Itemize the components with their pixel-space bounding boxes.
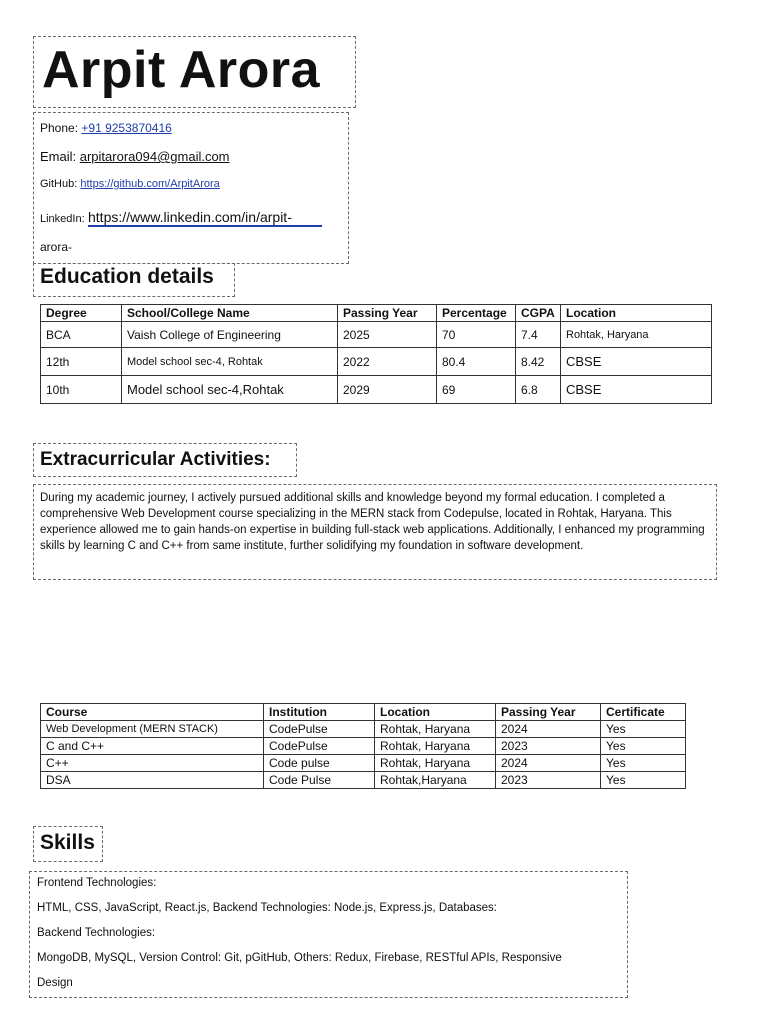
education-cell: Vaish College of Engineering [122, 322, 338, 348]
education-heading: Education details [40, 265, 214, 288]
education-col-school: School/College Name [122, 305, 338, 322]
education-table [40, 304, 712, 404]
table-row [41, 322, 712, 348]
education-cell: 2025 [338, 322, 437, 348]
education-col-cgpa: CGPA [516, 305, 561, 322]
courses-table [40, 703, 686, 789]
course-cell: Yes [601, 738, 686, 755]
course-cell: Rohtak, Haryana [375, 738, 496, 755]
course-cell: Web Development (MERN STACK) [41, 721, 264, 738]
course-cell: C and C++ [41, 738, 264, 755]
table-row [41, 348, 712, 376]
education-header-row [41, 305, 712, 322]
education-cell: CBSE [561, 376, 712, 404]
education-cell: 6.8 [516, 376, 561, 404]
course-cell: Yes [601, 755, 686, 772]
course-cell: CodePulse [264, 721, 375, 738]
courses-col-location: Location [375, 704, 496, 721]
education-cell: Rohtak, Haryana [561, 322, 712, 348]
education-cell: 7.4 [516, 322, 561, 348]
table-row [41, 721, 686, 738]
github-line [40, 178, 220, 190]
education-col-year: Passing Year [338, 305, 437, 322]
course-cell: 2023 [496, 738, 601, 755]
table-row [41, 772, 686, 789]
education-col-percentage: Percentage [437, 305, 516, 322]
course-cell: C++ [41, 755, 264, 772]
skills-line: Frontend Technologies: [37, 877, 157, 889]
extracurricular-heading: Extracurricular Activities: [40, 449, 271, 470]
education-cell: 2029 [338, 376, 437, 404]
courses-col-institution: Institution [264, 704, 375, 721]
education-cell: 12th [41, 348, 122, 376]
email-line [40, 149, 230, 164]
phone-line [40, 121, 172, 135]
skills-line: HTML, CSS, JavaScript, React.js, Backend Technologies: Node.js, Express.js, Databases: [37, 902, 497, 914]
courses-col-course: Course [41, 704, 264, 721]
github-label: GitHub: [40, 178, 78, 190]
course-cell: 2023 [496, 772, 601, 789]
education-cell: BCA [41, 322, 122, 348]
education-cell: CBSE [561, 348, 712, 376]
education-cell: 10th [41, 376, 122, 404]
table-row [41, 755, 686, 772]
courses-header-row [41, 704, 686, 721]
skills-line: Design [37, 977, 73, 989]
education-cell: 80.4 [437, 348, 516, 376]
education-col-location: Location [561, 305, 712, 322]
course-cell: 2024 [496, 755, 601, 772]
education-col-degree: Degree [41, 305, 122, 322]
table-row [41, 376, 712, 404]
course-cell: Rohtak, Haryana [375, 721, 496, 738]
course-cell: Yes [601, 772, 686, 789]
education-cell: 70 [437, 322, 516, 348]
phone-link[interactable]: +91 9253870416 [81, 121, 172, 135]
course-cell: Rohtak,Haryana [375, 772, 496, 789]
course-cell: Rohtak, Haryana [375, 755, 496, 772]
course-cell: Code pulse [264, 755, 375, 772]
course-cell: DSA [41, 772, 264, 789]
linkedin-continuation: arora- [40, 240, 73, 254]
linkedin-link[interactable]: https://www.linkedin.com/in/arpit- [88, 209, 322, 227]
candidate-name: Arpit Arora [42, 41, 321, 99]
courses-col-year: Passing Year [496, 704, 601, 721]
education-cell: 8.42 [516, 348, 561, 376]
education-cell: 2022 [338, 348, 437, 376]
education-cell: Model school sec-4, Rohtak [122, 348, 338, 376]
skills-heading: Skills [40, 831, 95, 854]
phone-label: Phone: [40, 121, 79, 135]
extracurricular-text: During my academic journey, I actively pursued additional skills and knowledge beyond my formal education. I completed a comprehensive Web Development course specializing in the MERN stack from Codepulse, located in Rohtak, Haryana. This experience allowed me to gain hands-on expertise in building full-stack web applications. Additionally, I enhanced my programming skills by learning C and C++ from same institute, further solidifying my foundation in software development. [40, 492, 705, 552]
course-cell: CodePulse [264, 738, 375, 755]
education-cell: 69 [437, 376, 516, 404]
github-link[interactable]: https://github.com/ArpitArora [80, 178, 220, 190]
table-row [41, 738, 686, 755]
skills-line: MongoDB, MySQL, Version Control: Git, pGitHub, Others: Redux, Firebase, RESTful APIs, Responsive [37, 952, 562, 964]
email-value[interactable]: arpitarora094@gmail.com [79, 149, 230, 164]
course-cell: 2024 [496, 721, 601, 738]
skills-line: Backend Technologies: [37, 927, 156, 939]
education-cell: Model school sec-4,Rohtak [122, 376, 338, 404]
email-label: Email: [40, 149, 77, 164]
course-cell: Code Pulse [264, 772, 375, 789]
courses-col-certificate: Certificate [601, 704, 686, 721]
linkedin-line [40, 209, 322, 225]
course-cell: Yes [601, 721, 686, 738]
linkedin-label: LinkedIn: [40, 213, 85, 225]
